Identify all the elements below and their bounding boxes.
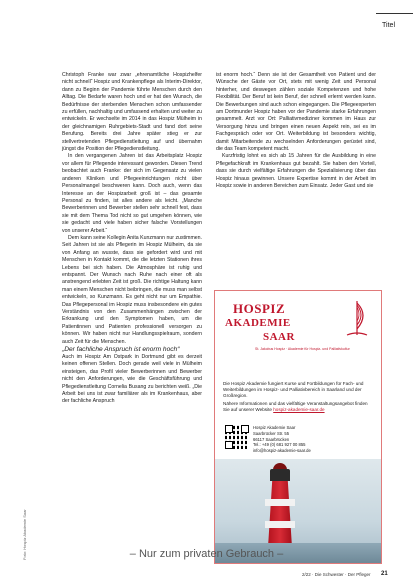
article-left-column	[62, 72, 202, 406]
advert-logo	[215, 291, 381, 377]
advert-text	[223, 381, 373, 413]
photo-credit: Foto: Hospiz Akademie Saar	[22, 509, 27, 560]
logo-subline: St. Jakobus Hospiz · Akademie für Hospiz- und Palliativkultur	[255, 347, 350, 351]
logo-hospiz: HOSPIZ	[233, 301, 286, 316]
article-right-column	[216, 72, 376, 191]
left-paragraph-2: In den vergangenen Jahren ist das Arbeitsplatz Hospiz vor allem für Pflegende interessant geworden. Diesen Trend beobachtet auch Franke: der sich im Gegensatz zu vielen anderen Kliniken und Pflegeeinrichtungen nicht über Personalmangel beschweren kann. Doch auch, wenn das Interesse an der Hospizarbeit groß ist – das gesamte Personal zu finden, ist alles andere als leicht. „Manche Bewerberinnen und Bewerber stellen sehr schnell fest, dass sie mit dem Thema Tod nicht so gut umgehen können, wie sie gedacht und viele haben sicher falsche Vorstellungen von unserer Arbeit.“	[62, 153, 202, 234]
header-rule	[376, 13, 413, 14]
logo-akademie: AKADEMIE	[225, 317, 291, 329]
advert-text-2: Nähere Informationen und das vielfältige Veranstaltungsangebot finden Sie auf unserer Website hospiz-akademie-saar.de	[223, 401, 368, 412]
left-paragraph-3: Dem kann seine Kollegin Anita Kunzmann nur zustimmen. Seit Jahren ist sie als Pflegerin im Hospiz Mülheim, da sie von Anfang an wusste, dass sie gefordert wird und mit Menschen in Kontakt kommt, die die letzten Stationen ihres Lebens bei sich haben. Die Atmosphäre ist ruhig und entspannt. Der Wunsch nach Ruhe nach einer oft als anstrengend erlebten Zeit ist groß. Die richtige Haltung kann man einem Menschen nicht beibringen, die muss man selbst entwickeln, so Kunzmann. Es geht nicht nur um Empathie. Das Pflegepersonal im Hospiz muss insbesondere ein gutes Verständnis von den Zusammenhängen zwischen der Erkrankung und den Symptomen haben, um die Patientinnen und Patienten professionell versorgen zu können. Wir haben nicht nur Handlungsspielraum, sondern auch Zeit für die Menschen.	[62, 234, 202, 345]
section-tag: Titel	[382, 22, 395, 29]
publication-footer: 2/22 · Die Schwester · Der Pfleger	[302, 572, 371, 577]
article-subheading: „Der fachliche Anspruch ist enorm hoch“	[62, 346, 180, 354]
sail-icon	[343, 299, 371, 339]
page-number: 21	[381, 571, 388, 577]
logo-saar: SAAR	[263, 331, 295, 343]
advert-text-1: Die Hospiz Akademie fungiert Kurse und Fortbildungen für Fach- und Weiterbildungen im Hospiz- und Palliativbereich in Saarland und der Großregion.	[223, 381, 364, 398]
qr-code-icon[interactable]	[225, 425, 249, 449]
left-paragraph-1: Christoph Franke war zwar „ehrenamtliche Hospizhelfer nicht schnell“ Hospiz und Krankenpflege als Interim-Direktor, dann zu Beginn der Pandemie führte Menschen durch den Alltag. Die Bedarfe waren hoch und er hat den Wunsch, die Bedürfnisse der sterbenden Menschen schon umfassender zu erfüllen, nachhaltig und umfassend erhalten und weiter zu entwickeln. Er wechselte im 2014 in das Hospiz Mülheim in der gleichnamigen Ruhrgebiets-Stadt und fand dort seine Berufung. Bereits drei Jahre später stieg er zur stellvertretenden Pflegedienstleitung auf und übernahm jüngst die Position der Pflegedienstleitung.	[62, 72, 202, 153]
left-paragraph-4: Auch im Hospiz Am Ostpark in Dortmund gibt es derzeit keinen offenen Stellen. Doch gerade weil viele in Mülheim einsteigen, das Profil vieler Bewerberinnen und Bewerber nicht den Anforderungen, wie die Geschäftsführung und Pflegedienstleitung Cornelia Busang zu berichten weiß. „Die Arbeit bei uns ist zwar familiärer als im Krankenhaus, aber der fachliche Anspruch	[62, 354, 202, 405]
right-paragraph-2: Kurzfristig lohnt es sich ab 15 Jahren für die Ausbildung in eine Pflegefachkraft im Krankenhaus gut bezahlt. Sie haben den Vorteil, dass sie durch vielfältige Erfahrungen die Spezialisierung über das Hospiz hinaus gewinnen. Unsere Expertise kommt in der Arbeit im Hospiz sowie in anderen Bereichen zum Einsatz. Jeder Gast und sie	[216, 153, 376, 190]
right-paragraph-1: ist enorm hoch.“ Denn sie ist der Gesamtheit von Patient und der Wünsche der Gäste vor Ort, stets mit wenig Zeit und Personal hinterher, und deswegen zählen soziale Kompetenzen und hohe Flexibilität. Der Beruf ist kein Beruf, der schnell erlernt werden kann. Die Bewerbungen sind auch schon eingegangen. Die Pflegeexperten am Dortmunder Hospiz haben vor der Pandemie starke Erfahrungen gesammelt. Arzt vor Ort: Palliativmediziner kommen im Haus zur Versorgung hinzu und bringen einen neuen Aspekt rein, sei es im Fachgespräch oder vor Ort. Weiterbildung ist besonders wichtig, damit Mitarbeitende zu wechselnden Anforderungen gerüstet sind, die das Team kompetent macht.	[216, 72, 376, 153]
watermark-note: – Nur zum privaten Gebrauch –	[129, 548, 284, 560]
advert-address: Hospiz Akademie Saar Saarbrücker Str. 55 66117 Saarbrücken Tel.: +49 (0) 681 927 00 855 info@hospiz-akademie-saar.de	[253, 425, 311, 454]
hospiz-akademie-advert	[214, 290, 382, 564]
advert-website-link[interactable]: hospiz-akademie-saar.de	[273, 407, 325, 412]
